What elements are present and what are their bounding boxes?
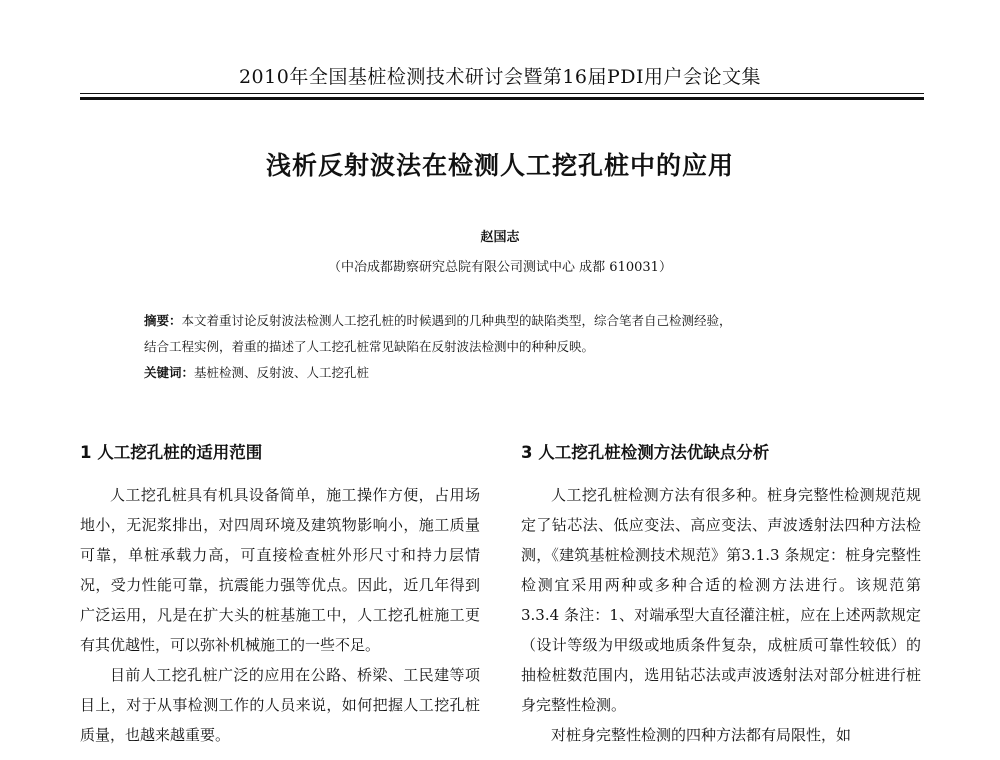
running-header: 2010年全国基桩检测技术研讨会暨第16届PDI用户会论文集 — [238, 66, 762, 88]
left-paragraph-2: 目前人工挖孔桩广泛的应用在公路、桥梁、工民建等项目上，对于从事检测工作的人员来说，如何把握人工挖孔桩质量，也越来越重要。 — [80, 666, 480, 744]
keywords-label: 关键词： — [144, 365, 195, 380]
author-affiliation: （中冶成都勘察研究总院有限公司测试中心 成都 610031） — [328, 260, 672, 275]
right-column — [521, 440, 921, 750]
right-paragraph-1: 人工挖孔桩检测方法有很多种。桩身完整性检测规范规定了钻芯法、低应变法、高应变法、声波透射法四种方法检测，《建筑基桩检测技术规范》第3.1.3 条规定：桩身完整性检测宜采用两种或多种合适的检测方法进行。该规范第 3.3.4 条注：1、对端承型大直径灌注桩，应在上述两款规定（设计等级为甲级或地质条件复杂，成桩质可靠性较低）的抽检桩数范围内，选用钻芯法或声波透射法对部分桩进行桩身完整性检测。 — [521, 486, 921, 714]
abstract-line-1 — [144, 308, 874, 334]
left-paragraph-1: 人工挖孔桩具有机具设备简单，施工操作方便，占用场地小，无泥浆排出，对四周环境及建筑物影响小，施工质量可靠，单桩承载力高，可直接检查桩外形尺寸和持力层情况，受力性能可靠，抗震能力强等优点。因此，近几年得到广泛运用，凡是在扩大头的桩基施工中，人工挖孔桩施工更有其优越性，可以弥补机械施工的一些不足。 — [80, 486, 480, 654]
header-rule-thin — [80, 93, 924, 94]
keywords-line — [144, 360, 874, 386]
left-column — [80, 440, 480, 750]
abstract-text-2: 结合工程实例，着重的描述了人工挖孔桩常见缺陷在反射波法检测中的种种反映。 — [144, 339, 595, 354]
section-heading-3: 3 人工挖孔桩检测方法优缺点分析 — [521, 443, 770, 462]
abstract-block — [144, 308, 874, 386]
keywords-text: 基桩检测、反射波、人工挖孔桩 — [194, 365, 370, 380]
section-heading-1: 1 人工挖孔桩的适用范围 — [80, 443, 263, 462]
article-title: 浅析反射波法在检测人工挖孔桩中的应用 — [265, 151, 734, 180]
right-paragraph-2: 对桩身完整性检测的四种方法都有局限性，如 — [551, 726, 852, 744]
abstract-line-2 — [144, 334, 874, 360]
abstract-label: 摘要： — [144, 313, 182, 328]
abstract-text-1: 本文着重讨论反射波法检测人工挖孔桩的时候遇到的几种典型的缺陷类型，综合笔者自己检测经验， — [181, 313, 732, 328]
author-name: 赵国志 — [480, 230, 520, 245]
header-rule-thick — [80, 97, 924, 100]
